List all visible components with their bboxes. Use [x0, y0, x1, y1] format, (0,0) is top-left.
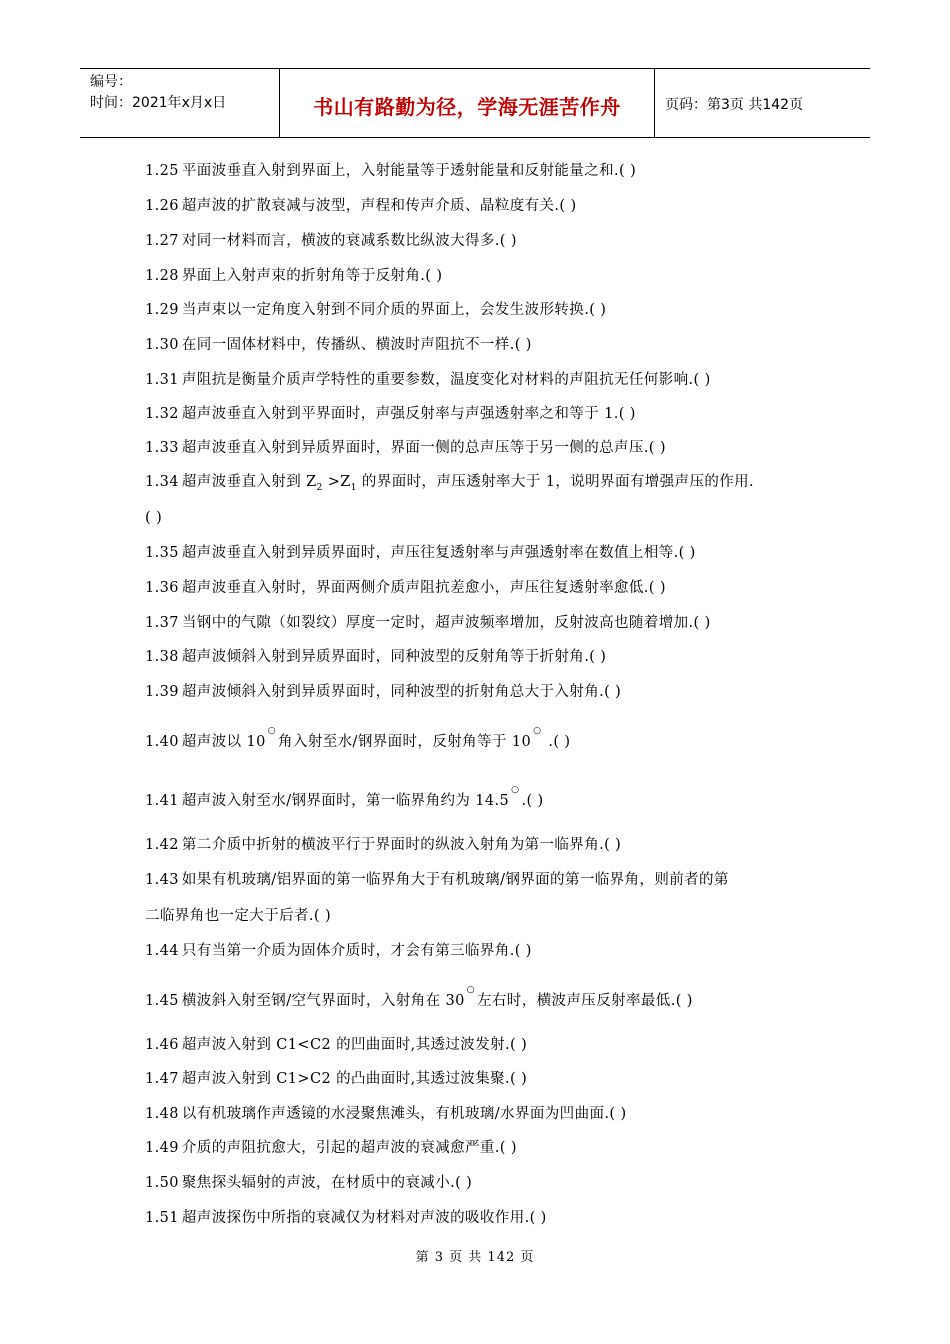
question-text: .( ): [521, 793, 544, 809]
question-text: 对同一材料而言，横波的衰减系数比纵波大得多.( ): [181, 233, 517, 249]
question-number: 1.50: [145, 1175, 179, 1191]
question-item: [145, 726, 571, 754]
question-text: 超声波垂直入射时，界面两侧介质声阻抗差愈小，声压往复透射率愈低.( ): [181, 580, 666, 596]
question-text: 的界面时，声压透射率大于 1，说明界面有增强声压的作用.: [356, 474, 755, 490]
question-number: 1.29: [145, 302, 179, 318]
question-continuation: ( ): [145, 510, 163, 526]
question-number: 1.46: [145, 1037, 179, 1053]
question-text: 平面波垂直入射到界面上，入射能量等于透射能量和反射能量之和.( ): [181, 163, 637, 179]
question-item: [145, 578, 666, 598]
question-item: [145, 613, 711, 633]
question-text: 只有当第一介质为固体介质时，才会有第三临界角.( ): [181, 943, 532, 959]
question-number: 1.48: [145, 1106, 179, 1122]
question-item: [145, 1208, 547, 1228]
subscript: 1: [350, 482, 357, 493]
question-number: 1.43: [145, 872, 179, 888]
question-item: [145, 1104, 627, 1124]
header-page-info: 页码：第3页 共142页: [665, 97, 804, 113]
question-number: 1.30: [145, 337, 179, 353]
question-item: [145, 1035, 527, 1055]
question-item: [145, 543, 696, 563]
question-number: 1.41: [145, 793, 179, 809]
question-number: 1.42: [145, 837, 179, 853]
question-text: 超声波倾斜入射到异质界面时，同种波型的折射角总大于入射角.( ): [181, 684, 622, 700]
question-text: 超声波以 10: [181, 734, 266, 750]
question-item: [145, 161, 636, 181]
question-number: 1.39: [145, 684, 179, 700]
question-item: [145, 1173, 472, 1193]
question-item: [145, 300, 606, 320]
question-text: 聚焦探头辐射的声波，在材质中的衰减小.( ): [181, 1175, 473, 1191]
question-number: 1.40: [145, 734, 179, 750]
question-item: [145, 335, 532, 355]
question-item: [145, 370, 711, 390]
question-number: 1.49: [145, 1140, 179, 1156]
question-item: [145, 835, 621, 855]
question-text: 角入射至水/钢界面时，反射角等于 10: [278, 734, 532, 750]
question-item: [145, 231, 517, 251]
question-text: 超声波的扩散衰减与波型，声程和传声介质、晶粒度有关.( ): [181, 198, 577, 214]
header-motto: 书山有路勤为径，学海无涯苦作舟: [280, 69, 655, 137]
question-text: 超声波垂直入射到异质界面时，声压往复透射率与声强透射率在数值上相等.( ): [181, 545, 696, 561]
question-text: 超声波探伤中所指的衰减仅为材料对声波的吸收作用.( ): [181, 1210, 547, 1226]
question-text: 在同一固体材料中，传播纵、横波时声阻抗不一样.( ): [181, 337, 532, 353]
question-item: [145, 647, 606, 667]
date-label: 时间：2021年x月x日: [90, 95, 227, 111]
question-number: 1.28: [145, 268, 179, 284]
question-number: 1.26: [145, 198, 179, 214]
degree-symbol: ○: [511, 785, 520, 795]
question-item: [145, 870, 729, 890]
question-item: [145, 682, 621, 702]
number-label: 编号：: [90, 74, 132, 90]
question-number: 1.45: [145, 993, 179, 1009]
question-text: 第二介质中折射的横波平行于界面时的纵波入射角为第一临界角.( ): [181, 837, 622, 853]
question-text: 声阻抗是衡量介质声学特性的重要参数，温度变化对材料的声阻抗无任何影响.( ): [181, 372, 711, 388]
question-number: 1.35: [145, 545, 179, 561]
question-text: 超声波倾斜入射到异质界面时，同种波型的反射角等于折射角.( ): [181, 649, 607, 665]
question-number: 1.34: [145, 474, 179, 490]
question-text: 当钢中的气隙（如裂纹）厚度一定时，超声波频率增加，反射波高也随着增加.( ): [181, 615, 711, 631]
question-text: 超声波垂直入射到 Z: [181, 474, 317, 490]
question-text: 超声波入射到 C1>C2 的凸曲面时,其透过波集聚.( ): [181, 1071, 528, 1087]
question-number: 1.25: [145, 163, 179, 179]
question-number: 1.38: [145, 649, 179, 665]
question-item: [145, 985, 693, 1013]
question-text: .( ): [543, 734, 571, 750]
question-item: [145, 1069, 527, 1089]
degree-symbol: ○: [267, 726, 277, 736]
question-number: 1.47: [145, 1071, 179, 1087]
degree-symbol: ○: [533, 726, 542, 736]
question-item: [145, 438, 666, 458]
question-text: 横波斜入射至钢/空气界面时，入射角在 30: [181, 993, 465, 1009]
question-item: [145, 404, 636, 424]
degree-symbol: ○: [466, 985, 475, 995]
question-item: [145, 1138, 517, 1158]
question-text: 超声波入射到 C1<C2 的凹曲面时,其透过波发射.( ): [181, 1037, 528, 1053]
question-text: 左右时，横波声压反射率最低.( ): [477, 993, 693, 1009]
question-item: [145, 941, 532, 961]
question-text: 超声波垂直入射到异质界面时，界面一侧的总声压等于另一侧的总声压.( ): [181, 440, 666, 456]
subscript: 2: [316, 482, 323, 493]
question-item: [145, 472, 754, 498]
question-text: 介质的声阻抗愈大，引起的超声波的衰减愈严重.( ): [181, 1140, 517, 1156]
question-text: 以有机玻璃作声透镜的水浸聚焦滩头，有机玻璃/水界面为凹曲面.( ): [181, 1106, 627, 1122]
question-number: 1.32: [145, 406, 179, 422]
question-number: 1.37: [145, 615, 179, 631]
question-text: 超声波入射至水/钢界面时，第一临界角约为 14.5: [181, 793, 510, 809]
question-text: >Z: [322, 474, 351, 490]
question-item: [145, 266, 442, 286]
question-number: 1.44: [145, 943, 179, 959]
question-text: 如果有机玻璃/铝界面的第一临界角大于有机玻璃/钢界面的第一临界角，则前者的第: [181, 872, 729, 888]
header-meta: [80, 69, 280, 137]
question-text: 超声波垂直入射到平界面时，声强反射率与声强透射率之和等于 1.( ): [181, 406, 636, 422]
question-number: 1.27: [145, 233, 179, 249]
question-number: 1.31: [145, 372, 179, 388]
question-number: 1.33: [145, 440, 179, 456]
question-number: 1.51: [145, 1210, 179, 1226]
page-header: [80, 68, 870, 138]
question-text: 界面上入射声束的折射角等于反射角.( ): [181, 268, 443, 284]
question-item: [145, 196, 577, 216]
question-item: [145, 785, 544, 813]
question-number: 1.36: [145, 580, 179, 596]
question-text: 当声束以一定角度入射到不同介质的界面上，会发生波形转换.( ): [181, 302, 607, 318]
question-continuation: 二临界角也一定大于后者.( ): [145, 908, 332, 924]
page-footer: 第 3 页 共 142 页: [415, 1250, 535, 1265]
